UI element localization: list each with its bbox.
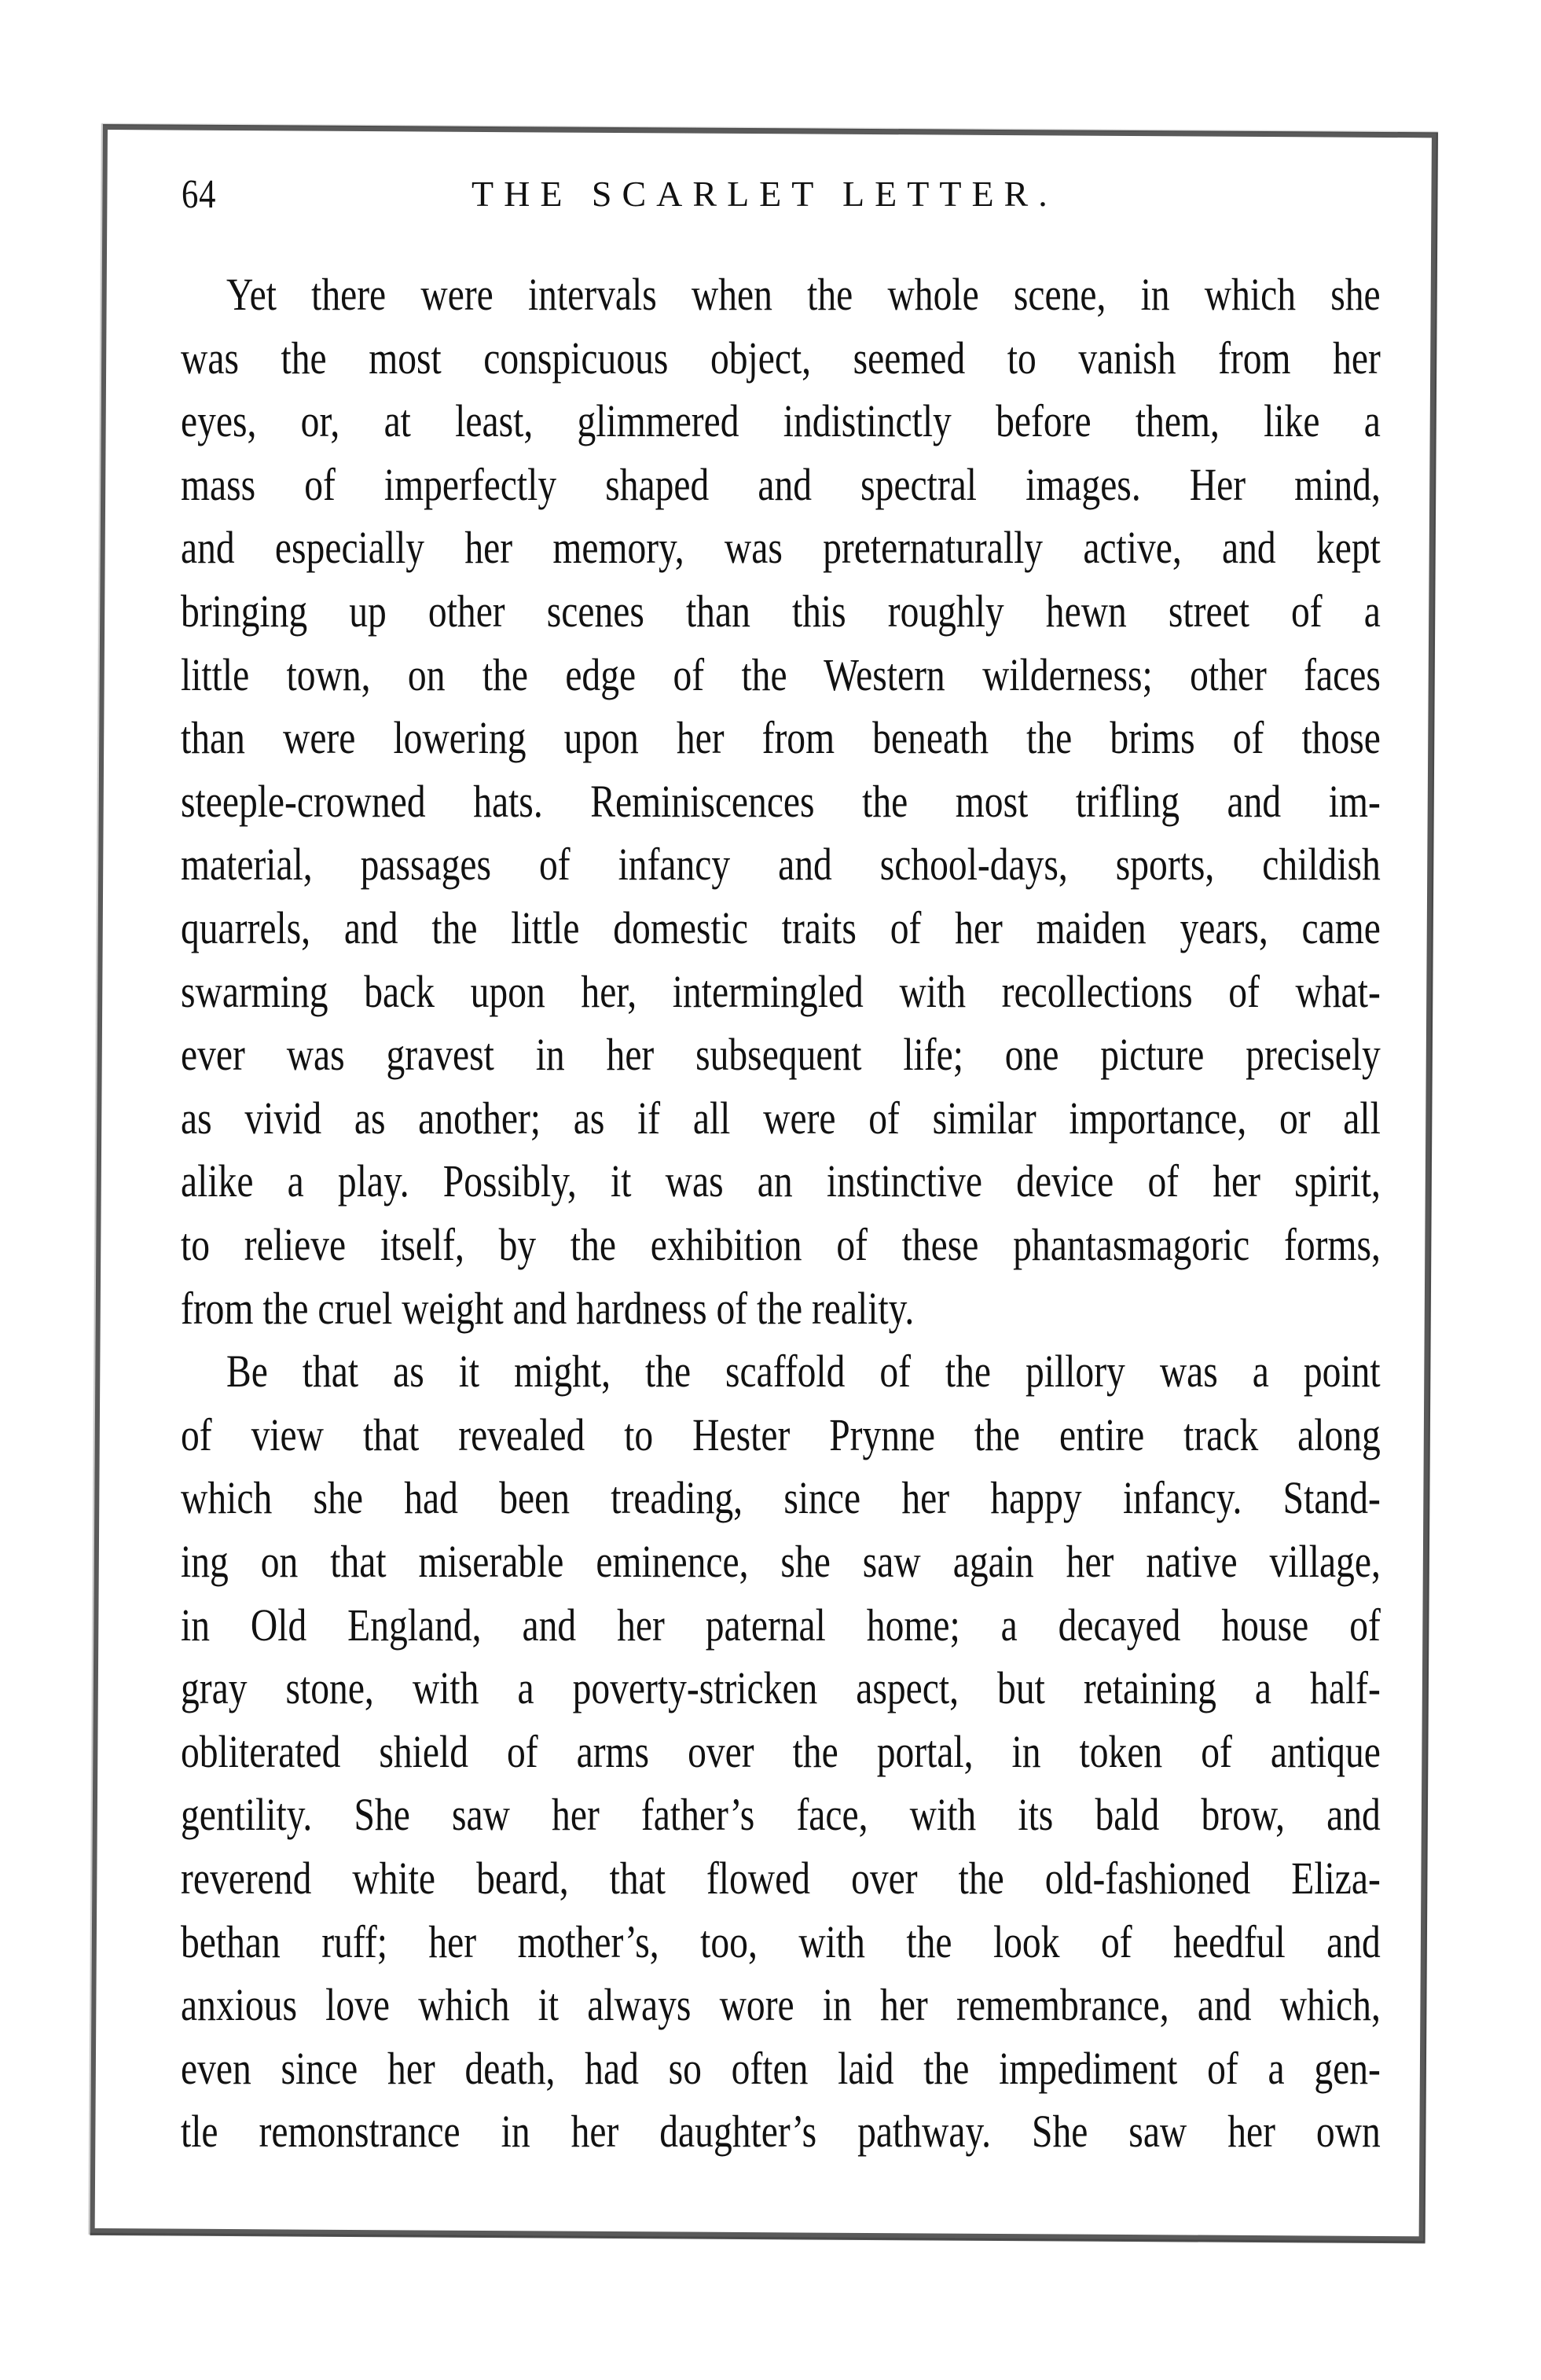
text-line-content: was the most conspicuous object, seemed to vanish from her bbox=[181, 332, 1381, 384]
text-line-content: anxious love which it always wore in her remembrance, and which, bbox=[181, 1979, 1381, 2031]
text-line bbox=[181, 901, 1381, 956]
text-line bbox=[181, 1534, 1381, 1589]
text-line bbox=[226, 1344, 1381, 1399]
text-line-content: to relieve itself, by the exhibition of these phantasmagoric forms, bbox=[181, 1219, 1381, 1270]
text-line bbox=[181, 1978, 1381, 2033]
text-line-content: and especially her memory, was preternaturally active, and kept bbox=[181, 522, 1381, 574]
text-line-content: bringing up other scenes than this roughly hewn street of a bbox=[181, 586, 1381, 637]
text-line bbox=[181, 1027, 1381, 1082]
page-number: 64 bbox=[182, 172, 217, 217]
text-line-content: gentility. She saw her father’s face, with its bald brow, and bbox=[181, 1789, 1381, 1841]
text-line-content: than were lowering upon her from beneath the brims of those bbox=[181, 712, 1381, 764]
text-line bbox=[181, 1787, 1381, 1842]
text-line bbox=[181, 394, 1381, 449]
text-line-content: mass of imperfectly shaped and spectral images. Her mind, bbox=[181, 458, 1381, 510]
text-line bbox=[181, 1471, 1381, 1526]
text-line bbox=[181, 1598, 1381, 1653]
text-line-content: bethan ruff; her mother’s, too, with the look of heedful and bbox=[181, 1915, 1381, 1967]
text-line-content: in Old England, and her paternal home; a decayed house of bbox=[181, 1599, 1381, 1651]
text-line-content: reverend white beard, that flowed over the old-fashioned Eliza- bbox=[181, 1853, 1381, 1904]
text-line-content: as vivid as another; as if all were of similar importance, or all bbox=[181, 1092, 1381, 1144]
text-line-content: steeple-crowned hats. Reminiscences the most trifling and im- bbox=[181, 775, 1381, 827]
text-line-content: alike a play. Possibly, it was an instinctive device of her spirit, bbox=[181, 1155, 1381, 1207]
text-line bbox=[181, 331, 1381, 386]
text-line bbox=[181, 2104, 1381, 2159]
text-line-content: quarrels, and the little domestic traits of her maiden years, came bbox=[181, 902, 1381, 953]
text-line bbox=[181, 711, 1381, 766]
text-line-content: little town, on the edge of the Western wilderness; other faces bbox=[181, 648, 1381, 700]
text-line-content: from the cruel weight and hardness of the reality. bbox=[181, 1282, 915, 1334]
text-line bbox=[181, 1915, 1381, 1970]
text-line-content: swarming back upon her, intermingled with recollections of what- bbox=[181, 965, 1381, 1017]
text-line bbox=[181, 1408, 1381, 1463]
text-line-content: of view that revealed to Hester Prynne the entire track along bbox=[181, 1409, 1381, 1460]
text-line bbox=[181, 1154, 1381, 1209]
text-line bbox=[181, 1851, 1381, 1906]
text-line-content: Yet there were intervals when the whole scene, in which she bbox=[226, 269, 1381, 320]
text-line bbox=[181, 648, 1381, 703]
text-line bbox=[181, 1091, 1381, 1146]
text-line bbox=[181, 774, 1381, 829]
running-title: THE SCARLET LETTER. bbox=[471, 174, 1058, 214]
text-line bbox=[226, 267, 1381, 322]
text-line-content: ing on that miserable eminence, she saw again her native village, bbox=[181, 1536, 1381, 1587]
text-line bbox=[181, 1281, 1381, 1336]
text-line-content: which she had been treading, since her happy infancy. Stand- bbox=[181, 1472, 1381, 1524]
text-line bbox=[181, 964, 1381, 1019]
text-line-content: even since her death, had so often laid the impediment of a gen- bbox=[181, 2042, 1381, 2094]
text-line bbox=[181, 1218, 1381, 1273]
text-line bbox=[181, 457, 1381, 512]
text-line bbox=[181, 584, 1381, 639]
text-line bbox=[181, 2041, 1381, 2096]
text-line bbox=[181, 520, 1381, 575]
text-line-content: eyes, or, at least, glimmered indistinctly before them, like a bbox=[181, 395, 1381, 447]
text-line-content: ever was gravest in her subsequent life; one picture precisely bbox=[181, 1029, 1381, 1081]
text-line bbox=[181, 837, 1381, 892]
text-line-content: obliterated shield of arms over the portal, in token of antique bbox=[181, 1725, 1381, 1777]
text-line bbox=[181, 1661, 1381, 1716]
text-line-content: Be that as it might, the scaffold of the pillory was a point bbox=[226, 1346, 1381, 1398]
text-line-content: gray stone, with a poverty-stricken aspect, but retaining a half- bbox=[181, 1662, 1381, 1714]
text-line bbox=[181, 1724, 1381, 1779]
text-line-content: material, passages of infancy and school-days, sports, childish bbox=[181, 839, 1381, 891]
text-line-content: tle remonstrance in her daughter’s pathway. She saw her own bbox=[181, 2106, 1381, 2158]
